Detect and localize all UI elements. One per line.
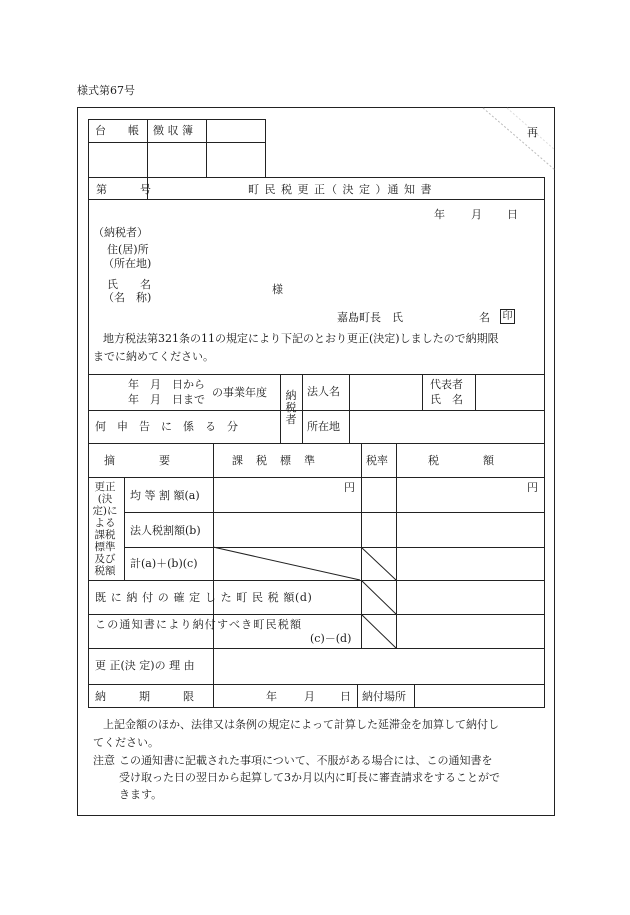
tax-amount-field-d[interactable] — [397, 581, 543, 613]
row-corp-tax: 法人税割額(b) — [130, 524, 201, 537]
representative-label-2: 氏 名 — [430, 393, 463, 406]
payer-address-label: 所在地 — [307, 420, 340, 433]
extra-ledger-cell[interactable] — [207, 120, 264, 176]
issuer-name-label: 名 — [479, 311, 490, 324]
notice-line-1: 地方税法第321条の11の規定により下記のとおり更正(決定)しましたので納期限 — [103, 332, 499, 345]
payer-address-field[interactable] — [350, 411, 543, 442]
taxpayer-label: （納税者） — [93, 226, 148, 239]
date-year: 年 — [434, 208, 445, 221]
row-to-pay-1: この通知書により納付すべき町民税額 — [95, 618, 303, 631]
date-month: 月 — [471, 208, 482, 221]
note-label: 注意 — [93, 754, 115, 767]
rate-field-b[interactable] — [362, 513, 395, 546]
payment-place-label: 納付場所 — [362, 690, 406, 703]
corp-name-label: 法人名 — [307, 385, 340, 398]
issuer-title: 嘉島町長 氏 — [337, 311, 403, 324]
side-label: 更正(決定)による課税標準及び税額 — [92, 481, 118, 577]
declaration-label: 何 申 告 に 係 る 分 — [95, 420, 238, 433]
tax-base-field-a[interactable] — [214, 478, 360, 511]
deadline-day: 日 — [340, 690, 351, 703]
unit-tax-base: 円 — [344, 481, 355, 494]
header-summary: 摘 要 — [104, 454, 170, 467]
ledger-cell[interactable] — [89, 143, 146, 176]
header-tax-base: 課 税 標 準 — [232, 454, 316, 467]
tax-amount-field-to-pay[interactable] — [397, 615, 543, 647]
period-to: 年 月 日まで — [128, 393, 205, 406]
honorific: 様 — [272, 283, 283, 296]
notice-line-2: までに納めてください。 — [93, 350, 214, 363]
note-line-2: 受け取った日の翌日から起算して3か月以内に町長に審査請求をすることがで — [119, 771, 500, 784]
taxpayer-name-alt-label: （名 称) — [103, 291, 152, 304]
row-total: 計(a)＋(b)(c) — [130, 557, 198, 570]
number-label: 第 号 — [96, 183, 151, 196]
tax-base-field-b[interactable] — [214, 513, 360, 546]
business-year-label: の事業年度 — [212, 386, 267, 399]
payment-place-field[interactable] — [415, 685, 543, 706]
row-already-paid: 既 に 納 付 の 確 定 し た 町 民 税 額(d) — [95, 591, 313, 604]
note-line-3: きます。 — [119, 788, 163, 801]
header-rate: 税率 — [366, 454, 388, 467]
representative-label-1: 代表者 — [430, 378, 463, 391]
row-per-capita: 均 等 割 額(a) — [130, 489, 200, 502]
page-title: 町 民 税 更 正（ 決 定 ）通 知 書 — [248, 183, 433, 196]
corp-name-field[interactable] — [350, 375, 421, 409]
unit-tax-amount: 円 — [527, 481, 538, 494]
header-tax-amount: 税 額 — [428, 454, 494, 467]
row-reason: 更 正(決 定)の 理 由 — [95, 659, 195, 672]
reissue-mark: 再 — [527, 126, 538, 139]
seal-mark: 印 — [500, 309, 515, 324]
date-day: 日 — [507, 208, 518, 221]
ledger-label: 台 帳 — [95, 124, 139, 137]
note-line-1: この通知書に記載された事項について、不服がある場合には、この通知書を — [119, 754, 493, 767]
taxpayer-location-label: （所在地) — [103, 257, 152, 270]
taxpayer-address-label: 住(居)所 — [107, 243, 149, 256]
period-from: 年 月 日から — [128, 378, 205, 391]
row-to-pay-2: (c)－(d) — [310, 632, 352, 645]
taxpayer-name-label: 氏 名 — [107, 278, 151, 291]
taxpayer-vertical-label: 納税者 — [285, 389, 297, 426]
tax-amount-field-a[interactable] — [397, 478, 543, 511]
collection-book-label: 徴 収 簿 — [153, 124, 193, 137]
form-number: 様式第67号 — [77, 84, 135, 97]
footer-line-1: 上記金額のほか、法律又は条例の規定によって計算した延滞金を加算して納付し — [103, 718, 499, 731]
deadline-label: 納 期 限 — [95, 690, 194, 703]
collection-book-cell[interactable] — [148, 143, 205, 176]
deadline-month: 月 — [304, 690, 315, 703]
footer-line-2: てください。 — [93, 736, 159, 749]
representative-field[interactable] — [476, 375, 543, 409]
deadline-year: 年 — [266, 690, 277, 703]
tax-amount-field-c[interactable] — [397, 548, 543, 579]
tax-amount-field-b[interactable] — [397, 513, 543, 546]
reason-field[interactable] — [214, 649, 543, 683]
